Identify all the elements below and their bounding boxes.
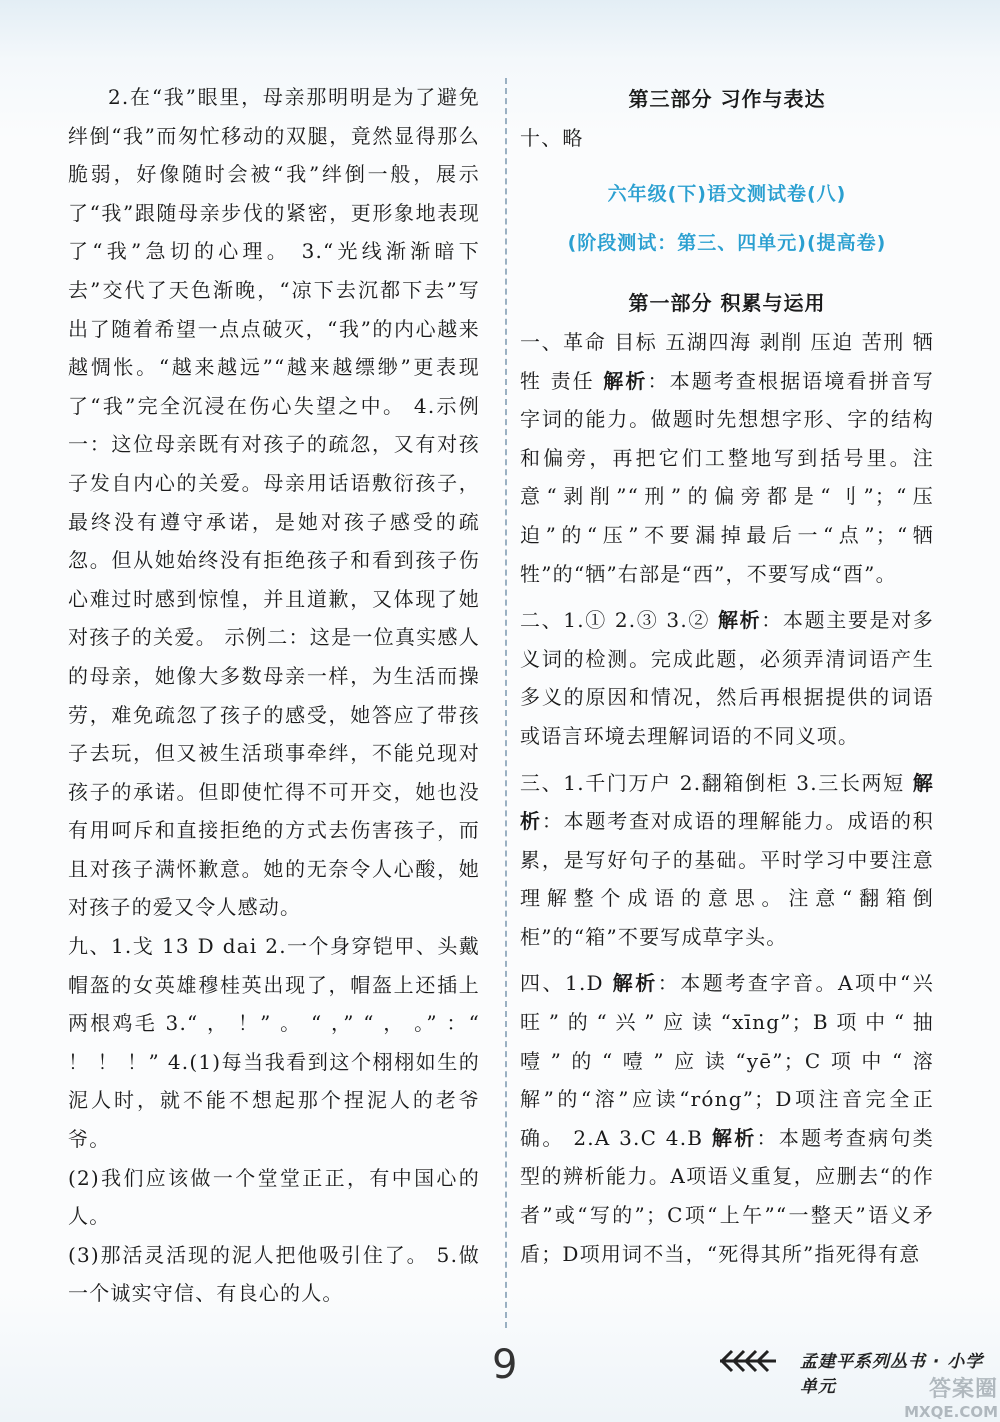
answer-item-2: 二、1.① 2.③ 3.② 解析：本题主要是对多义词的检测。完成此题，必须弄清词语产生多义的原因和情况，然后再根据提供的词语或语言环境去理解词语的不同义项。 (520, 608, 934, 748)
watermark-sub: MXQE.COM (904, 1403, 998, 1421)
watermark (880, 1372, 998, 1420)
answer-paragraph-8: 2.在“我”眼里，母亲那明明是为了避免绊倒“我”而匆忙移动的双腿，竟然显得那么脆弱，好像随时会被“我”绊倒一般，展示了“我”跟随母亲步伐的紧密，更形象地表现了“我”急切的心理。 3.“光线渐渐暗下去”交代了天色渐晚，“凉下去沉都下去”写出了随着希望一点点破灭，“我”的内心越来越惆怅。“越来越远”“越来越缥缈”更表现了“我”完全沉浸在伤心失望之中。 4.示例一：这位母亲既有对孩子的疏忽，又有对孩子发自内心的关爱。母亲用话语敷衍孩子，最终没有遵守承诺，是她对孩子感受的疏忽。但从她始终没有拒绝孩子和看到孩子伤心难过时感到惊惶，并且道歉，又体现了她对孩子的关爱。 示例二：这是一位真实感人的母亲，她像大多数母亲一样，为生活而操劳，难免疏忽了孩子的感受，她答应了带孩子去玩，但又被生活琐事牵绊，不能兑现对孩子的承诺。但即使忙得不可开交，她也没有用呵斥和直接拒绝的方式去伤害孩子，而且对孩子满怀歉意。她的无奈令人心酸，她对孩子的爱又令人感动。 (68, 85, 480, 920)
series-name: 孟建平系列丛书 · 小学单元 (800, 1352, 984, 1397)
page-number: 9 (492, 1342, 518, 1388)
test-title: 六年级(下)语文测试卷(八) (607, 183, 847, 206)
watermark-main: 答案圈 (928, 1377, 998, 1402)
answer-item-4: 四、1.D 解析：本题考查字音。A项中“兴旺”的“兴”应读“xīng”；B项中“抽噎”的“噎”应读“yē”；C项中“溶解”的“溶”应读“róng”；D项注音完全正确。 2.A 3.C 4.B 解析：本题考查病句类型的辨析能力。A项语义重复，应删去“的作者”或“写的”；C项“上午”“一整天”语义矛盾；D项用词不当，“死得其所”指死得有意 (520, 971, 934, 1266)
answer-item-10: 十、略 (520, 125, 584, 150)
right-column (520, 80, 934, 1273)
test-subtitle: (阶段测试：第三、四单元)(提高卷) (567, 231, 887, 254)
section-heading-part3: 第三部分 习作与表达 (628, 87, 826, 111)
left-column (68, 78, 480, 1313)
section-heading-part1: 第一部分 积累与运用 (628, 291, 826, 316)
answer-item-1: 一、革命 目标 五湖四海 剥削 压迫 苦刑 牺牲 责任 解析：本题考查根据语境看拼音写字词的能力。做题时先想想字形、字的结构和偏旁，再把它们工整地写到括号里。注意“剥削”“刑”的偏旁都是“刂”；“压迫”的“压”不要漏掉最后一“点”；“牺牲”的“牺”右部是“西”，不要写成“酉”。 (520, 329, 934, 586)
answer-paragraph-9-3: (3)那活灵活现的泥人把他吸引住了。 5.做一个诚实守信、有良心的人。 (68, 1242, 480, 1306)
arrow-icon (718, 1346, 778, 1376)
column-divider (505, 78, 507, 1328)
answer-paragraph-9-2: (2)我们应该做一个堂堂正正，有中国心的人。 (68, 1165, 480, 1229)
answer-paragraph-9: 九、1.戈 13 D dai 2.一个身穿铠甲、头戴帽盔的女英雄穆桂英出现了，帽盔上还插上两根鸡毛 3.“ ， ！” 。 “ ，” “ ， 。” ：“ ！ ！ ！” 4.(1)每当我看到这个栩栩如生的泥人时，就不能不想起那个捏泥人的老爷爷。 (68, 934, 480, 1152)
answer-item-3: 三、1.千门万户 2.翻箱倒柜 3.三长两短 解析：本题考查对成语的理解能力。成语的积累，是写好句子的基础。平时学习中要注意理解整个成语的意思。注意“翻箱倒柜”的“箱”不要写成草字头。 (520, 770, 934, 949)
